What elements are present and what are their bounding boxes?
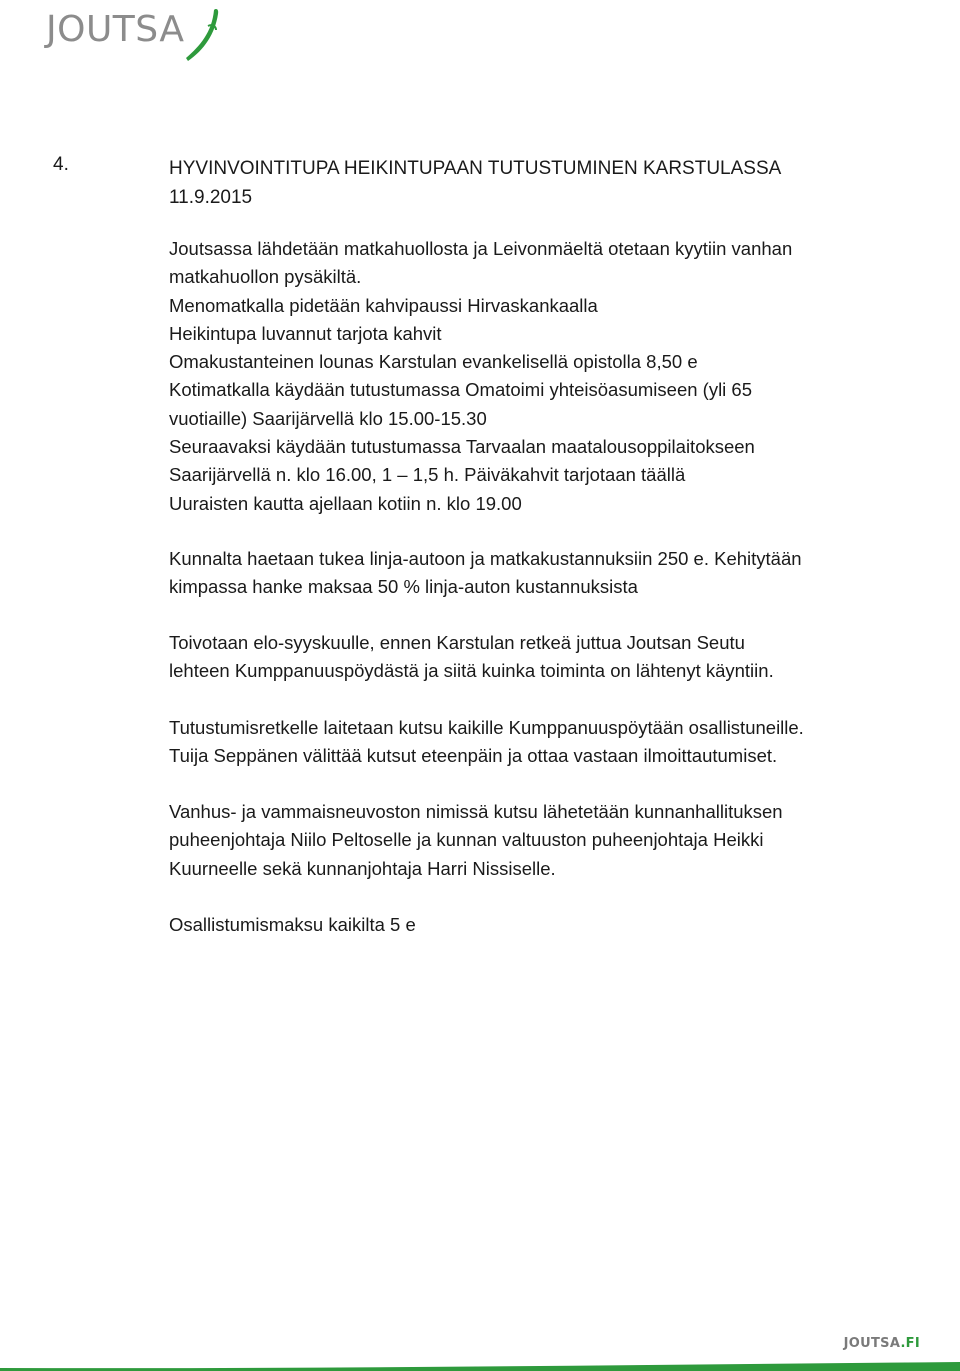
footer-brand xyxy=(844,1336,920,1351)
paragraph-fee xyxy=(169,911,929,939)
text-line: Toivotaan elo-syyskuulle, ennen Karstulan retkeä juttua Joutsan Seutu xyxy=(169,632,745,653)
paragraph-council xyxy=(169,798,929,883)
heading-line: 11.9.2015 xyxy=(169,187,253,208)
swan-swoosh-icon xyxy=(178,6,222,62)
text-line: Heikintupa luvannut tarjota kahvit xyxy=(169,322,442,344)
text-line: Tuija Seppänen välittää kutsut eteenpäin ja ottaa vastaan ilmoittautumiset. xyxy=(169,745,778,767)
joutsa-logo xyxy=(46,6,216,62)
text-line: Saarijärvellä n. klo 16.00, 1 – 1,5 h. Päiväkahvit tarjotaan täällä xyxy=(169,464,686,486)
text-line: puheenjohtaja Niilo Peltoselle ja kunnan valtuuston puheenjohtaja Heikki xyxy=(169,829,764,851)
section-number: 4. xyxy=(53,154,69,175)
paragraph-trip-plan xyxy=(169,235,929,518)
logo-wordmark: JOUTSA xyxy=(46,9,185,50)
text-line: Seuraavaksi käydään tutustumassa Tarvaalan maatalousoppilaitokseen xyxy=(169,436,755,458)
text-line: matkahuollon pysäkiltä. xyxy=(169,266,362,288)
text-line: Kotimatkalla käydään tutustumassa Omatoimi yhteisöasumiseen (yli 65 xyxy=(169,379,753,401)
text-line: kimpassa hanke maksaa 50 % linja-auton kustannuksista xyxy=(169,576,638,598)
text-line: Kunnalta haetaan tukea linja-autoon ja matkakustannuksiin 250 e. Kehitytään xyxy=(169,548,802,569)
text-line: vuotiaille) Saarijärvellä klo 15.00-15.30 xyxy=(169,407,487,429)
text-line: Omakustanteinen lounas Karstulan evankelisellä opistolla 8,50 e xyxy=(169,351,698,373)
text-line: Vanhus- ja vammaisneuvoston nimissä kutsu lähetetään kunnanhallituksen xyxy=(169,801,783,822)
text-line: Osallistumismaksu kaikilta 5 e xyxy=(169,914,416,935)
text-line: Uuraisten kautta ajellaan kotiin n. klo 19.00 xyxy=(169,492,522,514)
paragraph-invitation xyxy=(169,714,929,771)
text-line: Tutustumisretkelle laitetaan kutsu kaikille Kumppanuuspöytään osallistuneille. xyxy=(169,717,804,738)
footer-brand-suffix: .FI xyxy=(900,1336,920,1351)
text-line: lehteen Kumppanuuspöydästä ja siitä kuinka toiminta on lähtenyt käyntiin. xyxy=(169,660,774,682)
section-heading xyxy=(169,154,889,212)
paragraph-press xyxy=(169,629,929,686)
footer-swoosh-line xyxy=(0,1362,960,1371)
text-line: Kuurneelle sekä kunnanjohtaja Harri Nissiselle. xyxy=(169,857,556,879)
heading-line: HYVINVOINTITUPA HEIKINTUPAAN TUTUSTUMINEN KARSTULASSA xyxy=(169,158,782,179)
text-line: Joutsassa lähdetään matkahuollosta ja Leivonmäeltä otetaan kyytiin vanhan xyxy=(169,238,793,259)
text-line: Menomatkalla pidetään kahvipaussi Hirvaskankaalla xyxy=(169,294,598,316)
footer-brand-name: JOUTSA xyxy=(843,1336,901,1351)
paragraph-funding xyxy=(169,545,929,602)
